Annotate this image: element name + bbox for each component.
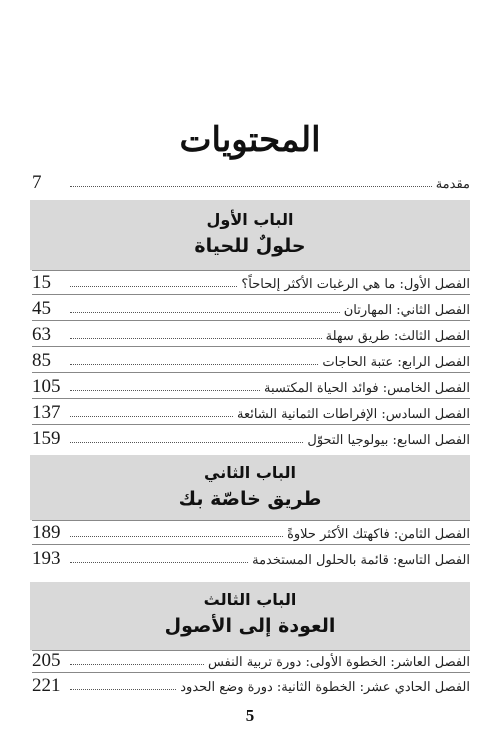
- toc-entry: [32, 348, 470, 370]
- divider: [32, 372, 470, 373]
- toc-entry-intro: [32, 170, 470, 192]
- entry-page-number: 193: [32, 548, 61, 569]
- page-number: 5: [245, 706, 255, 725]
- divider: [32, 424, 470, 425]
- toc-entry: [32, 546, 470, 568]
- part-header-2: [30, 455, 470, 520]
- part-header-3: [30, 582, 470, 650]
- entry-label: الفصل العاشر: الخطوة الأولى: دورة تربية النفس: [207, 655, 470, 670]
- divider: [32, 320, 470, 321]
- leader-dots: [70, 186, 432, 187]
- toc-entry: [32, 322, 470, 344]
- entry-label: الفصل الرابع: عتبة الحاجات: [322, 355, 470, 370]
- part-title: طريق خاصّة بك: [178, 488, 322, 510]
- divider: [32, 544, 470, 545]
- part-title: العودة إلى الأصول: [164, 615, 336, 637]
- entry-page-number: 189: [32, 522, 61, 543]
- part-header-1: [30, 200, 470, 270]
- toc-entry: [32, 648, 470, 670]
- toc-entry: [32, 400, 470, 422]
- entry-page-number: 15: [32, 272, 51, 293]
- entry-page-number: 137: [32, 402, 61, 423]
- divider: [32, 398, 470, 399]
- entry-page-number: 159: [32, 428, 61, 449]
- leader-dots: [70, 390, 260, 391]
- entry-page-number: 221: [32, 675, 61, 696]
- entry-page-number: 45: [32, 298, 51, 319]
- part-name: الباب الثاني: [204, 463, 296, 482]
- entry-label: الفصل الثالث: طريق سهلة: [325, 329, 470, 344]
- entry-label: الفصل الحادي عشر: الخطوة الثانية: دورة وضع الحدود: [180, 680, 470, 695]
- entry-page-number: 205: [32, 650, 61, 671]
- leader-dots: [70, 562, 248, 563]
- leader-dots: [70, 689, 176, 690]
- leader-dots: [70, 536, 283, 537]
- toc-entry: [32, 270, 470, 292]
- page-title: المحتويات: [179, 120, 321, 160]
- toc-entry: [32, 296, 470, 318]
- entry-label: مقدمة: [435, 177, 470, 192]
- entry-label: الفصل الخامس: فوائد الحياة المكتسبة: [264, 381, 470, 396]
- entry-label: الفصل الأول: ما هي الرغبات الأكثر إلحاحاً؟: [241, 277, 470, 292]
- leader-dots: [70, 416, 233, 417]
- toc-entry: [32, 673, 470, 695]
- divider: [32, 346, 470, 347]
- toc-entry: [32, 426, 470, 448]
- entry-page-number: 105: [32, 376, 61, 397]
- part-name: الباب الأول: [206, 210, 294, 229]
- leader-dots: [70, 664, 204, 665]
- toc-entry: [32, 520, 470, 542]
- entry-label: الفصل التاسع: قائمة بالحلول المستخدمة: [252, 553, 470, 568]
- entry-label: الفصل الثامن: فاكهتك الأكثر حلاوةً: [287, 527, 470, 542]
- entry-page-number: 63: [32, 324, 51, 345]
- leader-dots: [70, 286, 237, 287]
- entry-label: الفصل الثاني: المهارتان: [343, 303, 470, 318]
- divider: [32, 294, 470, 295]
- entry-page-number: 7: [32, 172, 42, 193]
- toc-entry: [32, 374, 470, 396]
- leader-dots: [70, 312, 340, 313]
- entry-label: الفصل السابع: بيولوجيا التحوّل: [307, 433, 470, 448]
- part-name: الباب الثالث: [203, 590, 297, 609]
- leader-dots: [70, 338, 322, 339]
- leader-dots: [70, 364, 318, 365]
- part-title: حلولٌ للحياة: [194, 235, 306, 257]
- leader-dots: [70, 442, 303, 443]
- entry-page-number: 85: [32, 350, 51, 371]
- entry-label: الفصل السادس: الإفراطات الثمانية الشائعة: [236, 407, 470, 422]
